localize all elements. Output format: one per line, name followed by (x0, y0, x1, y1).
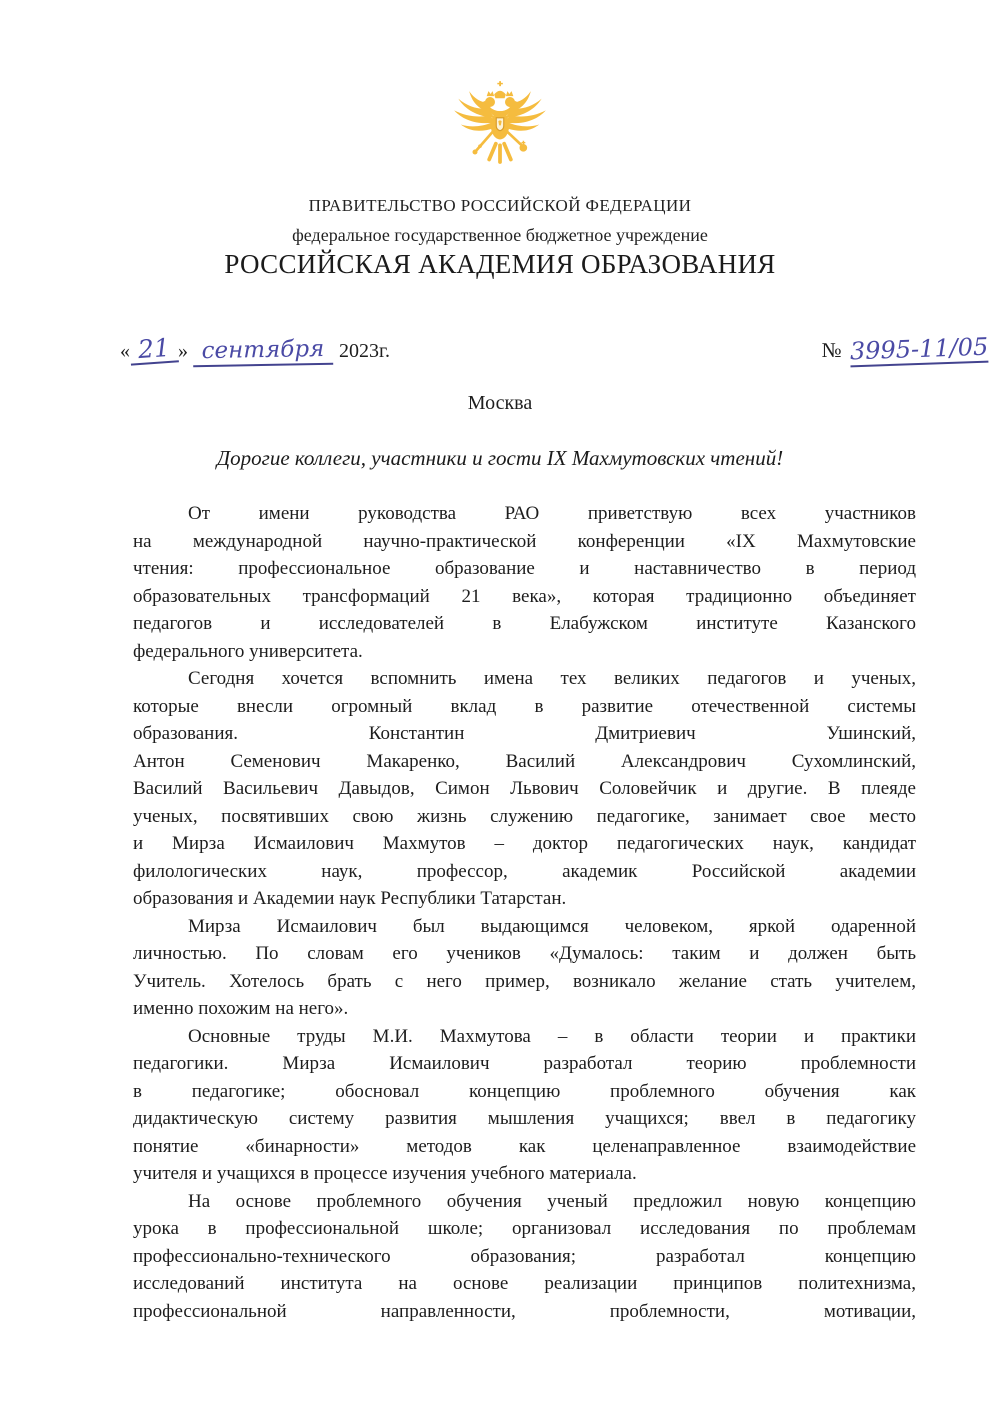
body-line: Мирза Исмаилович был выдающимся человеком, яркой одаренной (188, 915, 916, 937)
handwritten-number: 3995-11/05 (849, 332, 989, 366)
reference-row (120, 332, 989, 366)
handwritten-month: сентября (193, 338, 333, 367)
paragraph (133, 1023, 916, 1188)
body-line: Василий Васильевич Давыдов, Симон Львович Соловейчик и другие. В плеяде (133, 778, 916, 799)
number-sign: № (821, 338, 842, 362)
body-line: чтения: профессиональное образование и наставничество в период (133, 558, 916, 579)
body-line: ученых, посвятивших свою жизнь служению педагогике, занимает свое место (133, 805, 916, 827)
body-line: Сегодня хочется вспомнить имена тех великих педагогов и ученых, (188, 668, 916, 689)
body-line: именно похожим на него». (133, 998, 349, 1019)
organization-name: РОССИЙСКАЯ АКАДЕМИЯ ОБРАЗОВАНИЯ (224, 249, 776, 279)
double-headed-eagle-icon (450, 74, 550, 180)
city-line: Москва (467, 392, 533, 414)
body-line: личностью. По словам его учеников «Думалось: таким и должен быть (133, 943, 916, 964)
body-line: От имени руководства РАО приветствую всех участников (188, 503, 916, 524)
body-line: образовательных трансформаций 21 века», которая традиционно объединяет (133, 585, 916, 607)
body-line: филологических наук, профессор, академик Российской академии (133, 860, 916, 882)
body-line: На основе проблемного обучения ученый предложил новую концепцию (188, 1190, 916, 1212)
body-line: образования. Константин Дмитриевич Ушинский, (133, 723, 916, 744)
body-line: педагогики. Мирза Исмаилович разработал теорию проблемности (133, 1053, 916, 1074)
body-line: учителя и учащихся в процессе изучения учебного материала. (133, 1163, 637, 1184)
body-line: образования и Академии наук Республики Татарстан. (133, 888, 567, 909)
date-open-quote: « (120, 340, 130, 362)
institution-type: федеральное государственное бюджетное учреждение (292, 225, 708, 245)
handwritten-day: 21 (129, 334, 179, 365)
body-line: Антон Семенович Макаренко, Василий Александрович Сухомлинский, (133, 750, 916, 772)
body-line: которые внесли огромный вклад в развитие отечественной системы (133, 695, 916, 717)
body-line: педагогов и исследователей в Елабужском институте Казанского (133, 613, 916, 634)
body-line: и Мирза Исмаилович Махмутов – доктор педагогических наук, кандидат (133, 833, 916, 854)
government-title: ПРАВИТЕЛЬСТВО РОССИЙСКОЙ ФЕДЕРАЦИИ (308, 196, 692, 215)
body-line: урока в профессиональной школе; организовал исследования по проблемам (133, 1218, 916, 1239)
letter-body (133, 500, 916, 1325)
body-line: федерального университета. (133, 640, 363, 662)
letterhead (0, 0, 1000, 280)
paragraph (133, 913, 916, 1023)
date-field (120, 332, 390, 366)
body-line: на международной научно-практической конференции «IX Махмутовские (133, 530, 916, 552)
number-field (821, 332, 989, 366)
paragraph (133, 500, 916, 665)
body-line: Учитель. Хотелось брать с него пример, возникало желание стать учителем, (133, 970, 916, 992)
body-line: понятие «бинарности» методов как целенаправленное взаимодействие (133, 1135, 916, 1157)
body-line: Основные труды М.И. Махмутова – в области теории и практики (188, 1025, 916, 1047)
paragraph (133, 665, 916, 913)
date-close-quote: » (178, 340, 188, 362)
body-line: дидактическую систему развития мышления учащихся; ввел в педагогику (133, 1108, 916, 1129)
date-year: 2023г. (339, 340, 390, 362)
body-line: профессионально-технического образования; разработал концепцию (133, 1245, 916, 1267)
salutation-line: Дорогие коллеги, участники и гости IX Махмутовских чтений! (216, 446, 784, 470)
body-line: в педагогике; обосновал концепцию проблемного обучения как (133, 1080, 916, 1102)
body-line: профессиональной направленности, проблемности, мотивации, (133, 1300, 916, 1322)
paragraph (133, 1188, 916, 1326)
body-line: исследований института на основе реализации принципов политехнизма, (133, 1273, 916, 1294)
